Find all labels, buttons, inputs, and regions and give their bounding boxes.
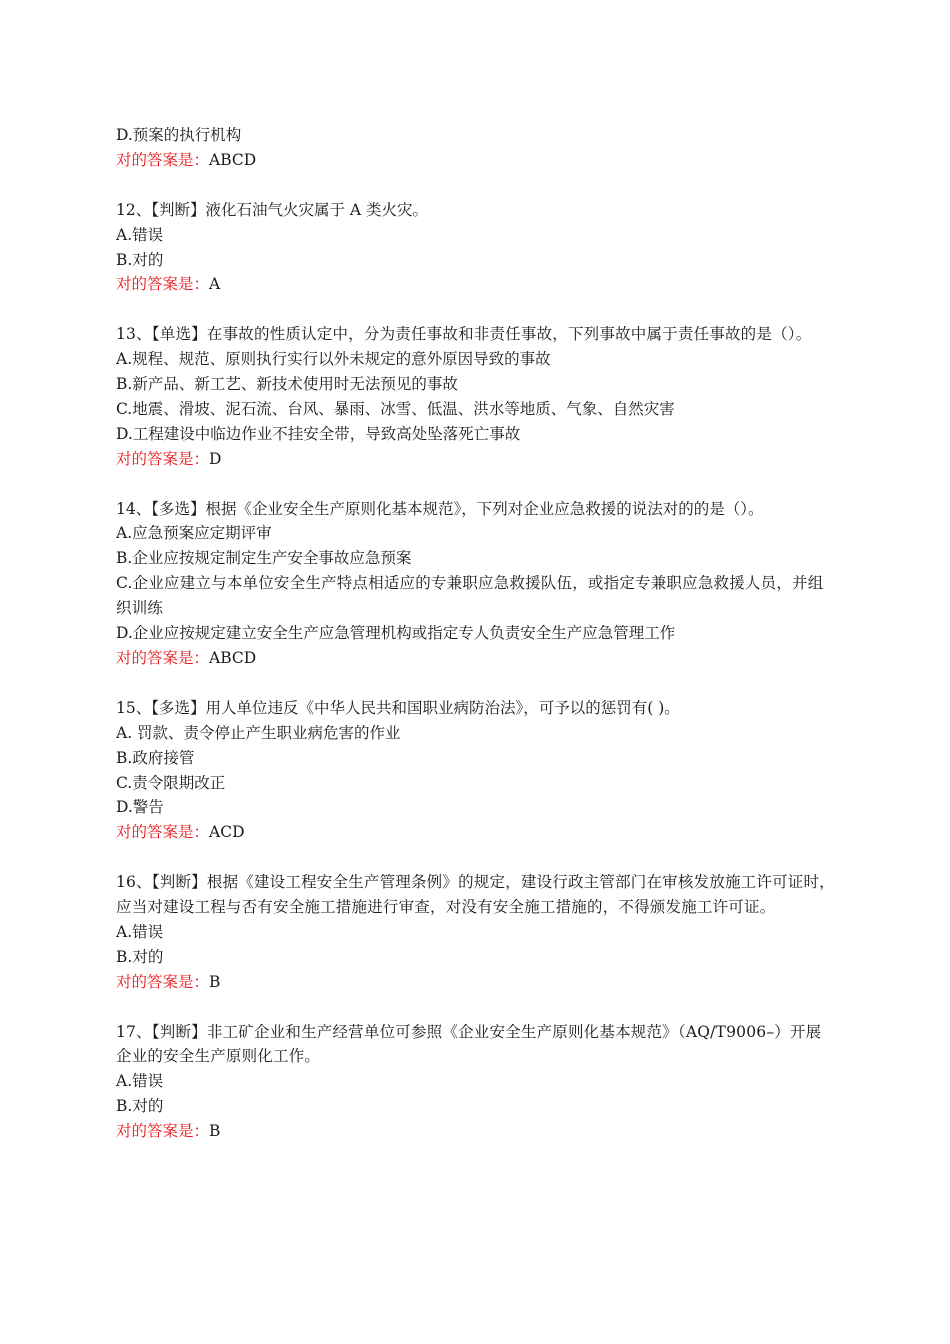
document-page [116,123,836,1144]
answer-line [116,820,836,845]
option-text: B.对的 [116,1097,164,1116]
option-text: A.错误 [116,922,164,941]
answer-label: 对的答案是： [116,972,210,991]
answer-label: 对的答案是： [116,823,210,842]
option-text: A.错误 [116,1072,164,1091]
answer-label: 对的答案是： [116,449,210,468]
option-text: B.政府接管 [116,748,195,767]
option-text: D.工程建设中临边作业不挂安全带，导致高处坠落死亡事故 [116,424,521,443]
question-stem: 13、【单选】在事故的性质认定中，分为责任事故和非责任事故，下列事故中属于责任事故的是（）。 [116,325,812,344]
option-text: B.对的 [116,947,164,966]
option-text: D.预案的执行机构 [116,126,242,144]
question-stem: 17、【判断】非工矿企业和生产经营单位可参照《企业安全生产原则化基本规范》（AQ/T9006–）开展企业的安全生产原则化工作。 [116,1022,822,1066]
option-text: B.企业应按规定制定生产安全事故应急预案 [116,549,412,568]
answer-label: 对的答案是： [116,1122,210,1141]
question-stem: 16、【判断】根据《建设工程安全生产管理条例》的规定，建设行政主管部门在审核发放施工许可证时，应当对建设工程与否有安全施工措施进行审查，对没有安全施工措施的，不得颁发施工许可证。 [116,873,835,917]
answer-label: 对的答案是： [116,275,210,294]
answer-value: B [209,1122,221,1141]
option-text: C.企业应建立与本单位安全生产特点相适应的专兼职应急救援队伍，或指定专兼职应急救援人员，并组织训练 [116,574,824,618]
answer-label: 对的答案是： [116,648,210,667]
option-text: A. 罚款、责令停止产生职业病危害的作业 [116,723,401,742]
answer-value: A [209,275,221,294]
option-text: D.警告 [116,798,164,817]
question-stem: 12、【判断】液化石油气火灾属于 A 类火灾。 [116,200,429,219]
answer-value: ACD [209,823,245,842]
question-block [116,1020,836,1145]
answer-line [116,272,836,297]
answer-value: ABCD [209,648,257,667]
option-text: C.责令限期改正 [116,773,226,792]
option-text: D.企业应按规定建立安全生产应急管理机构或指定专人负责安全生产应急管理工作 [116,624,676,643]
answer-value: B [209,972,221,991]
answer-value: ABCD [209,150,257,169]
option-text: A.应急预案应定期评审 [116,524,272,543]
answer-line [116,148,836,173]
option-text: B.新产品、新工艺、新技术使用时无法预见的事故 [116,375,458,394]
option-text: B.对的 [116,250,164,269]
question-block [116,497,836,671]
question-block [116,870,836,995]
option-text: A.规程、规范、原则执行实行以外未规定的意外原因导致的事故 [116,350,551,369]
answer-value: D [209,449,222,468]
option-text: A.错误 [116,225,164,244]
question-stem: 14、【多选】根据《企业安全生产原则化基本规范》，下列对企业应急救援的说法对的的是（）。 [116,499,764,518]
question-block [116,322,836,471]
option-text: C.地震、滑坡、泥石流、台风、暴雨、冰雪、低温、洪水等地质、气象、自然灾害 [116,399,675,418]
question-stem: 15、【多选】用人单位违反《中华人民共和国职业病防治法》，可予以的惩罚有( )。 [116,698,680,717]
question-block [116,123,836,173]
answer-line [116,970,836,995]
answer-line [116,1119,836,1144]
answer-line [116,646,836,671]
answer-label: 对的答案是： [116,150,210,169]
question-block [116,696,836,845]
answer-line [116,447,836,472]
question-block [116,198,836,298]
